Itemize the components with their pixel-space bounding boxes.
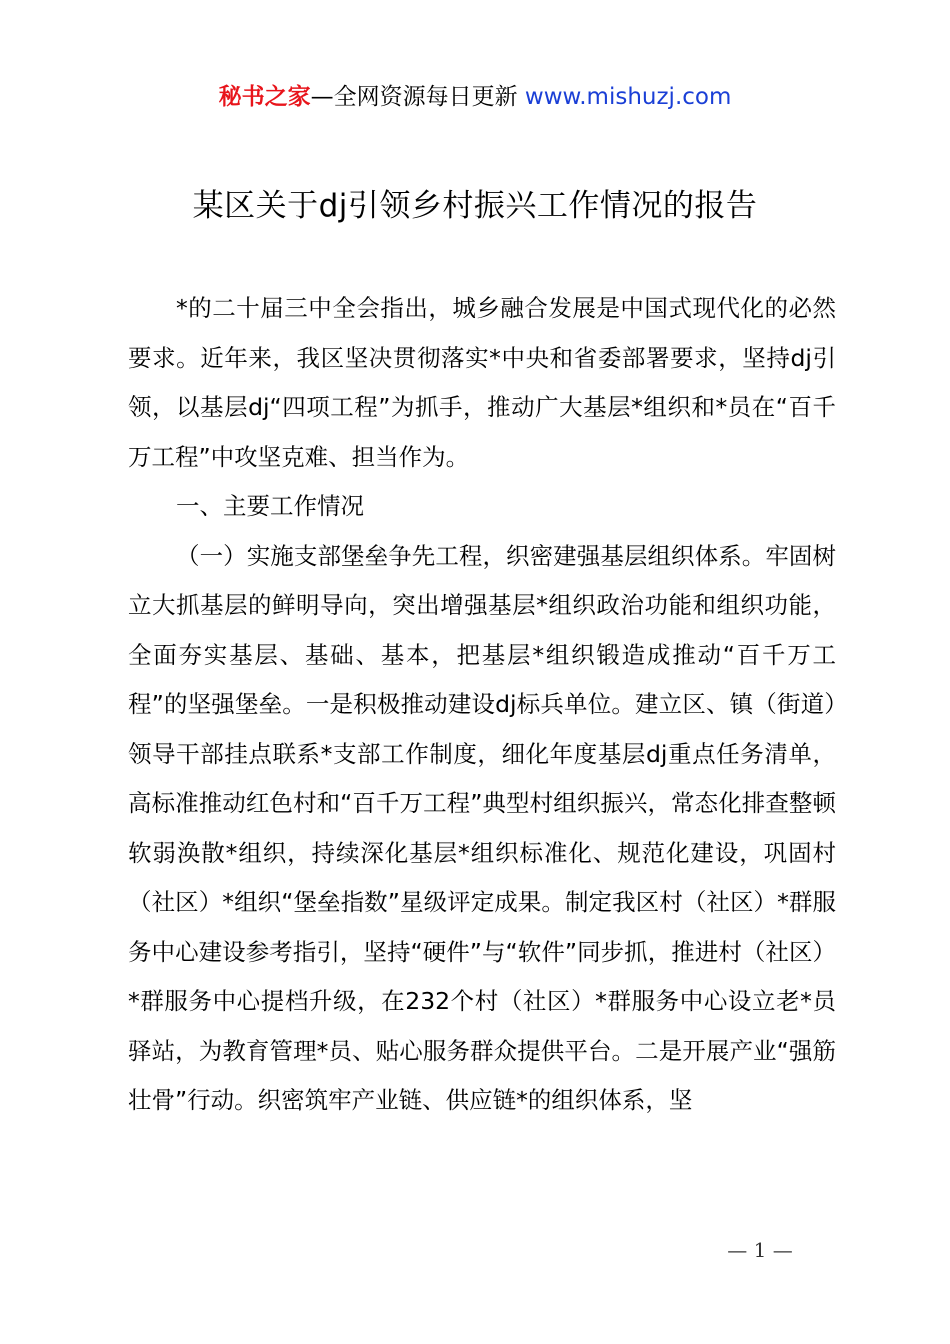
site-url-link[interactable]: www.mishuzj.com — [524, 84, 732, 110]
document-body — [128, 284, 836, 1126]
section-heading: 一、主要工作情况 — [176, 492, 364, 520]
body-paragraph: （一）实施支部堡垒争先工程，织密建强基层组织体系。牢固树立大抓基层的鲜明导向，突出增强基层*组织政治功能和组织功能，全面夯实基层、基础、基本，把基层*组织锻造成推动“百千万工程”的坚强堡垒。一是积极推动建设dj标兵单位。建立区、镇（街道）领导干部挂点联系*支部工作制度，细化年度基层dj重点任务清单，高标准推动红色村和“百千万工程”典型村组织振兴，常态化排查整顿软弱涣散*组织，持续深化基层*组织标准化、规范化建设，巩固村（社区）*组织“堡垒指数”星级评定成果。制定我区村（社区）*群服务中心建设参考指引，坚持“硬件”与“软件”同步抓，推进村（社区）*群服务中心提档升级，在232个村（社区）*群服务中心设立老*员驿站，为教育管理*员、贴心服务群众提供平台。二是开展产业“强筋壮骨”行动。织密筑牢产业链、供应链*的组织体系，坚 — [128, 541, 836, 1114]
site-tagline: —全网资源每日更新 — [310, 84, 518, 110]
site-header — [0, 80, 950, 114]
document-title: 某区关于dj引领乡村振兴工作情况的报告 — [192, 188, 758, 224]
intro-paragraph: *的二十届三中全会指出，城乡融合发展是中国式现代化的必然要求。近年来，我区坚决贯彻落实*中央和省委部署要求，坚持dj引领，以基层dj“四项工程”为抓手，推动广大基层*组织和*员在“百千万工程”中攻坚克难、担当作为。 — [128, 294, 836, 471]
site-brand: 秘书之家 — [218, 84, 311, 110]
page-number: — 1 — — [727, 1238, 793, 1262]
